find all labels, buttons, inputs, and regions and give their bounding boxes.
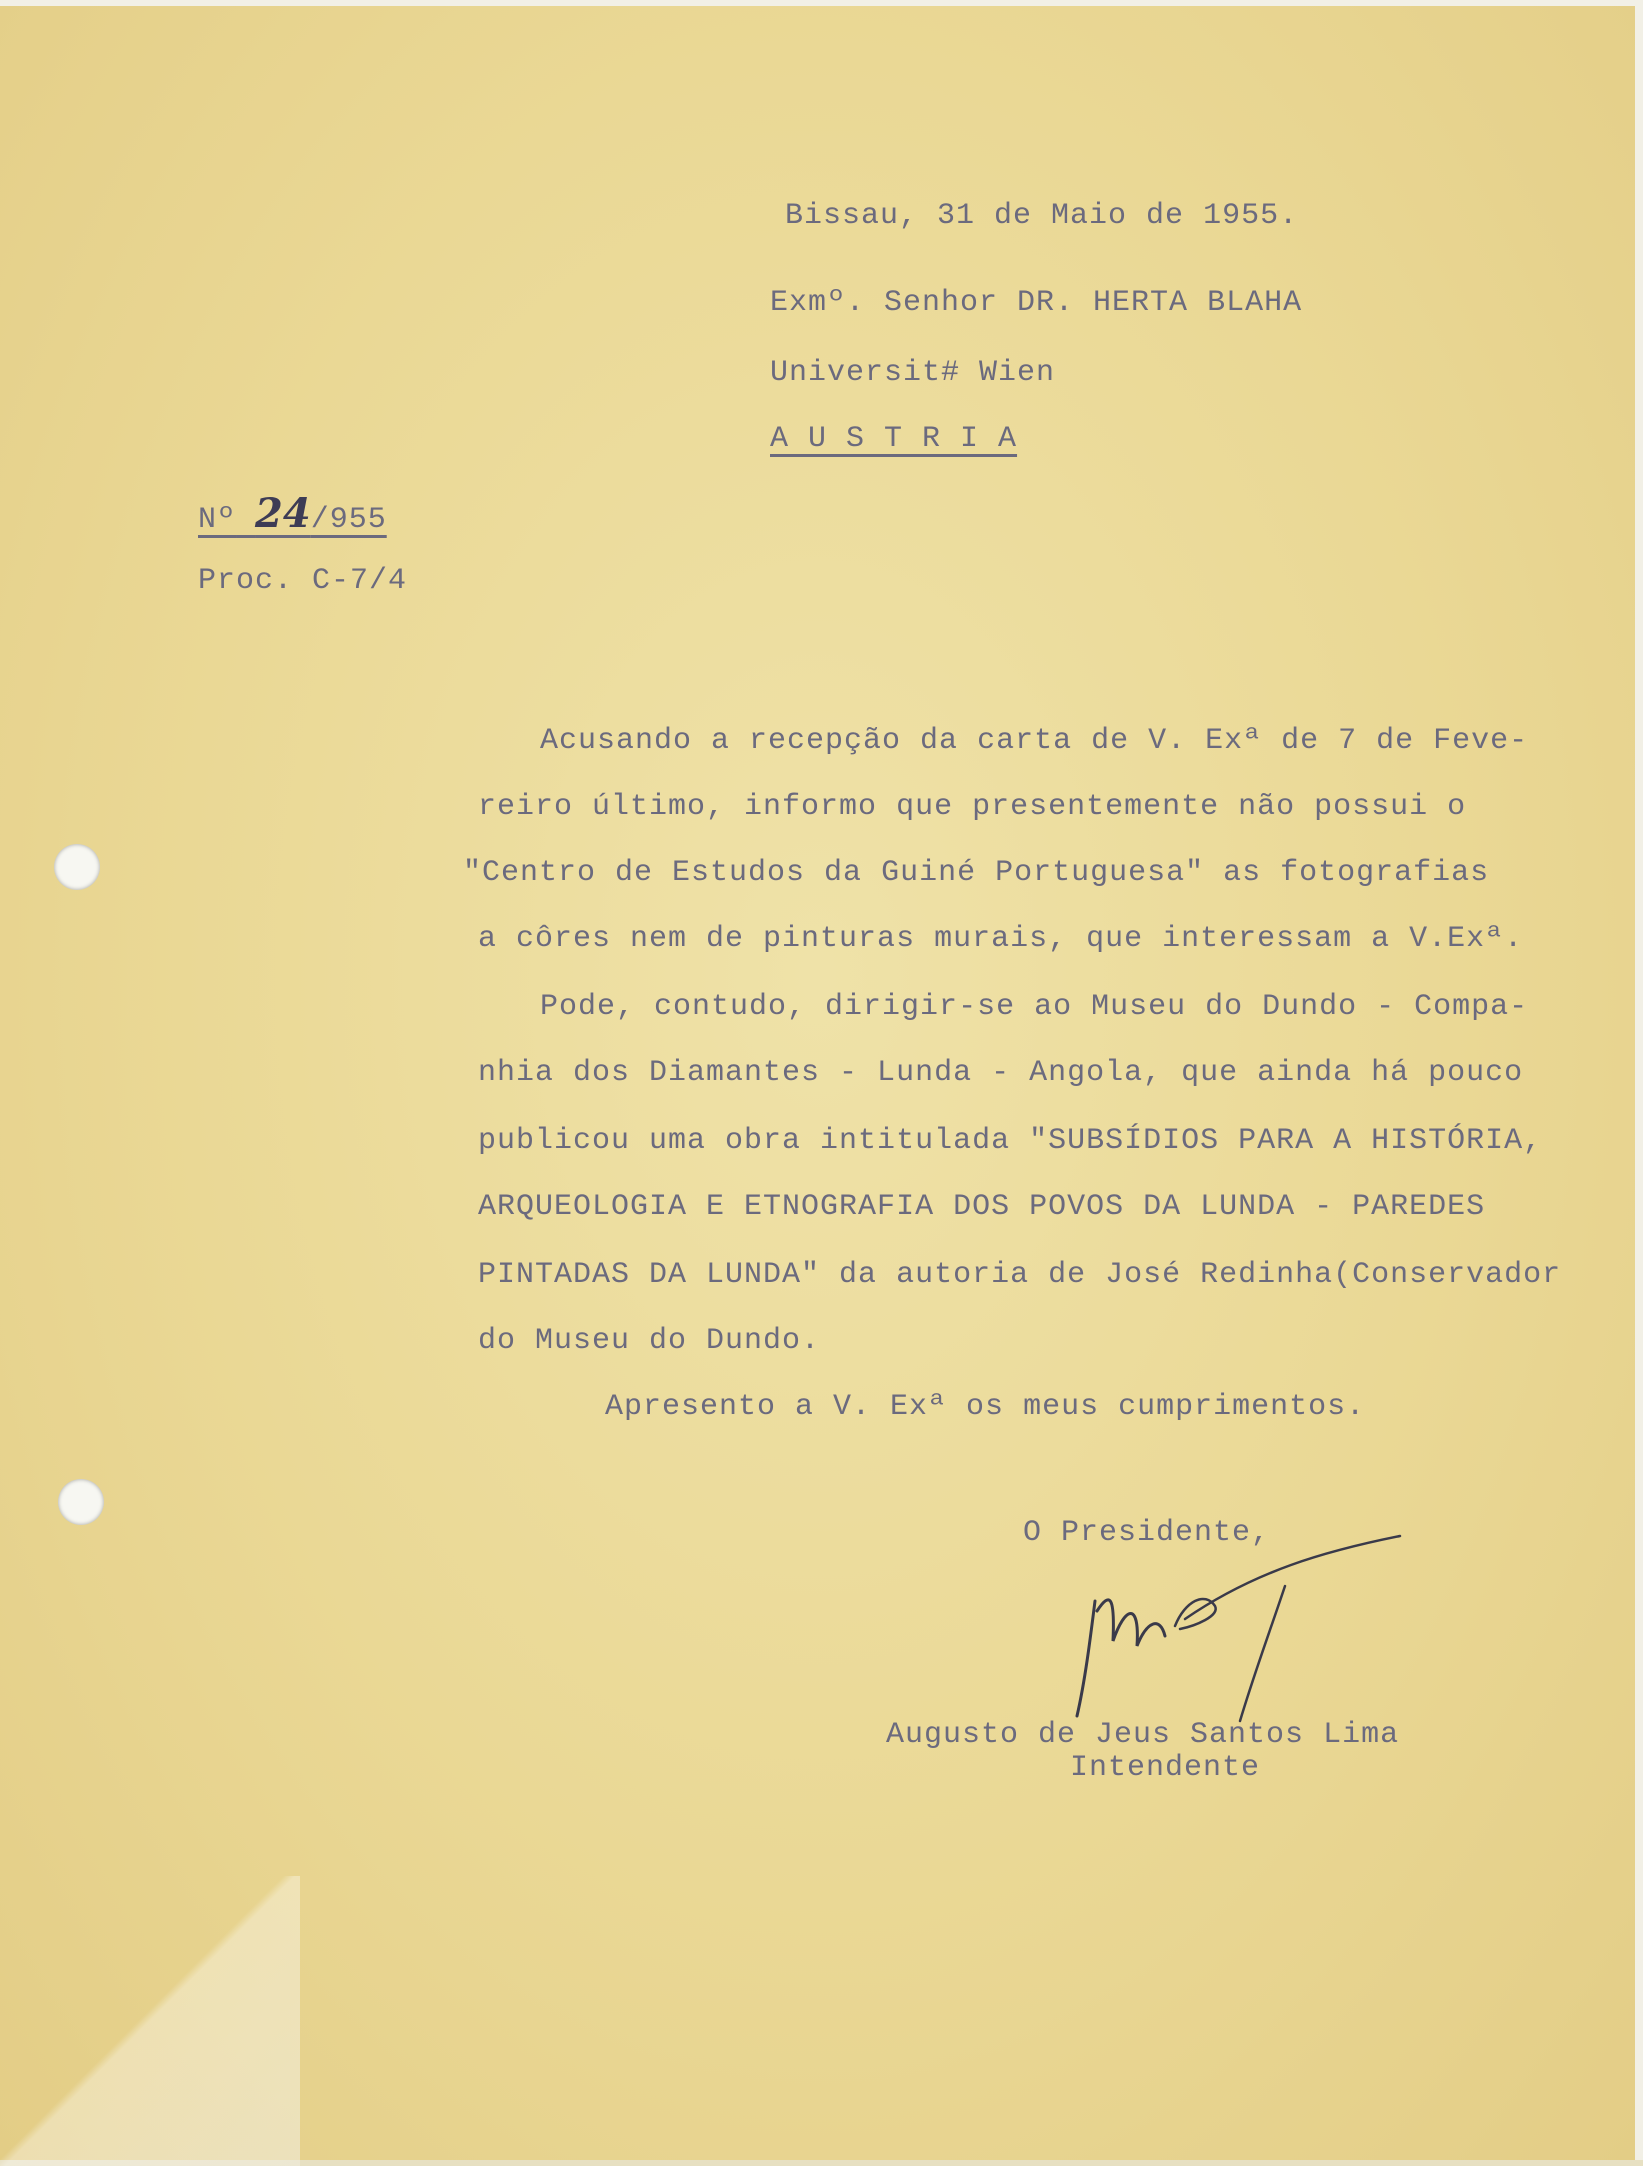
recipient-salutation: Exmº. Senhor DR. HERTA BLAHA: [770, 286, 1303, 320]
recipient-country: A U S T R I A: [770, 422, 1018, 456]
punch-hole-bottom: [58, 1479, 104, 1525]
body-line: do Museu do Dundo.: [478, 1324, 821, 1358]
body-line: a côres nem de pinturas murais, que interessam a V.Exª.: [478, 922, 1524, 956]
body-line: ARQUEOLOGIA E ETNOGRAFIA DOS POVOS DA LUNDA - PAREDES: [478, 1190, 1486, 1224]
reference-number: [198, 490, 387, 537]
handwritten-signature: [1055, 1531, 1435, 1731]
signer-name: Augusto de Jeus Santos Lima: [886, 1718, 1400, 1752]
body-line: Pode, contudo, dirigir-se ao Museu do Dundo - Compa-: [540, 990, 1529, 1024]
punch-hole-top: [54, 844, 100, 890]
signer-title: Intendente: [1070, 1751, 1261, 1785]
body-line: Apresento a V. Exª os meus cumprimentos.: [605, 1390, 1366, 1424]
reference-prefix: Nº: [198, 503, 237, 537]
reference-process: Proc. C-7/4: [198, 564, 408, 598]
closing: O Presidente,: [1023, 1516, 1271, 1550]
place-date: Bissau, 31 de Maio de 1955.: [785, 199, 1299, 233]
body-line: PINTADAS DA LUNDA" da autoria de José Redinha(Conservador: [478, 1258, 1562, 1292]
body-line: nhia dos Diamantes - Lunda - Angola, que ainda há pouco: [478, 1056, 1524, 1090]
body-line: publicou uma obra intitulada "SUBSÍDIOS PARA A HISTÓRIA,: [478, 1124, 1543, 1158]
body-line: "Centro de Estudos da Guiné Portuguesa" as fotografias: [463, 856, 1490, 890]
reference-year: /955: [310, 503, 387, 537]
reference-handwritten-number: 24: [255, 490, 311, 537]
body-line: reiro último, informo que presentemente não possui o: [478, 790, 1467, 824]
recipient-institution: Universit# Wien: [770, 356, 1056, 390]
body-line: Acusando a recepção da carta de V. Exª de 7 de Feve-: [540, 724, 1529, 758]
folded-corner: [0, 1876, 300, 2166]
